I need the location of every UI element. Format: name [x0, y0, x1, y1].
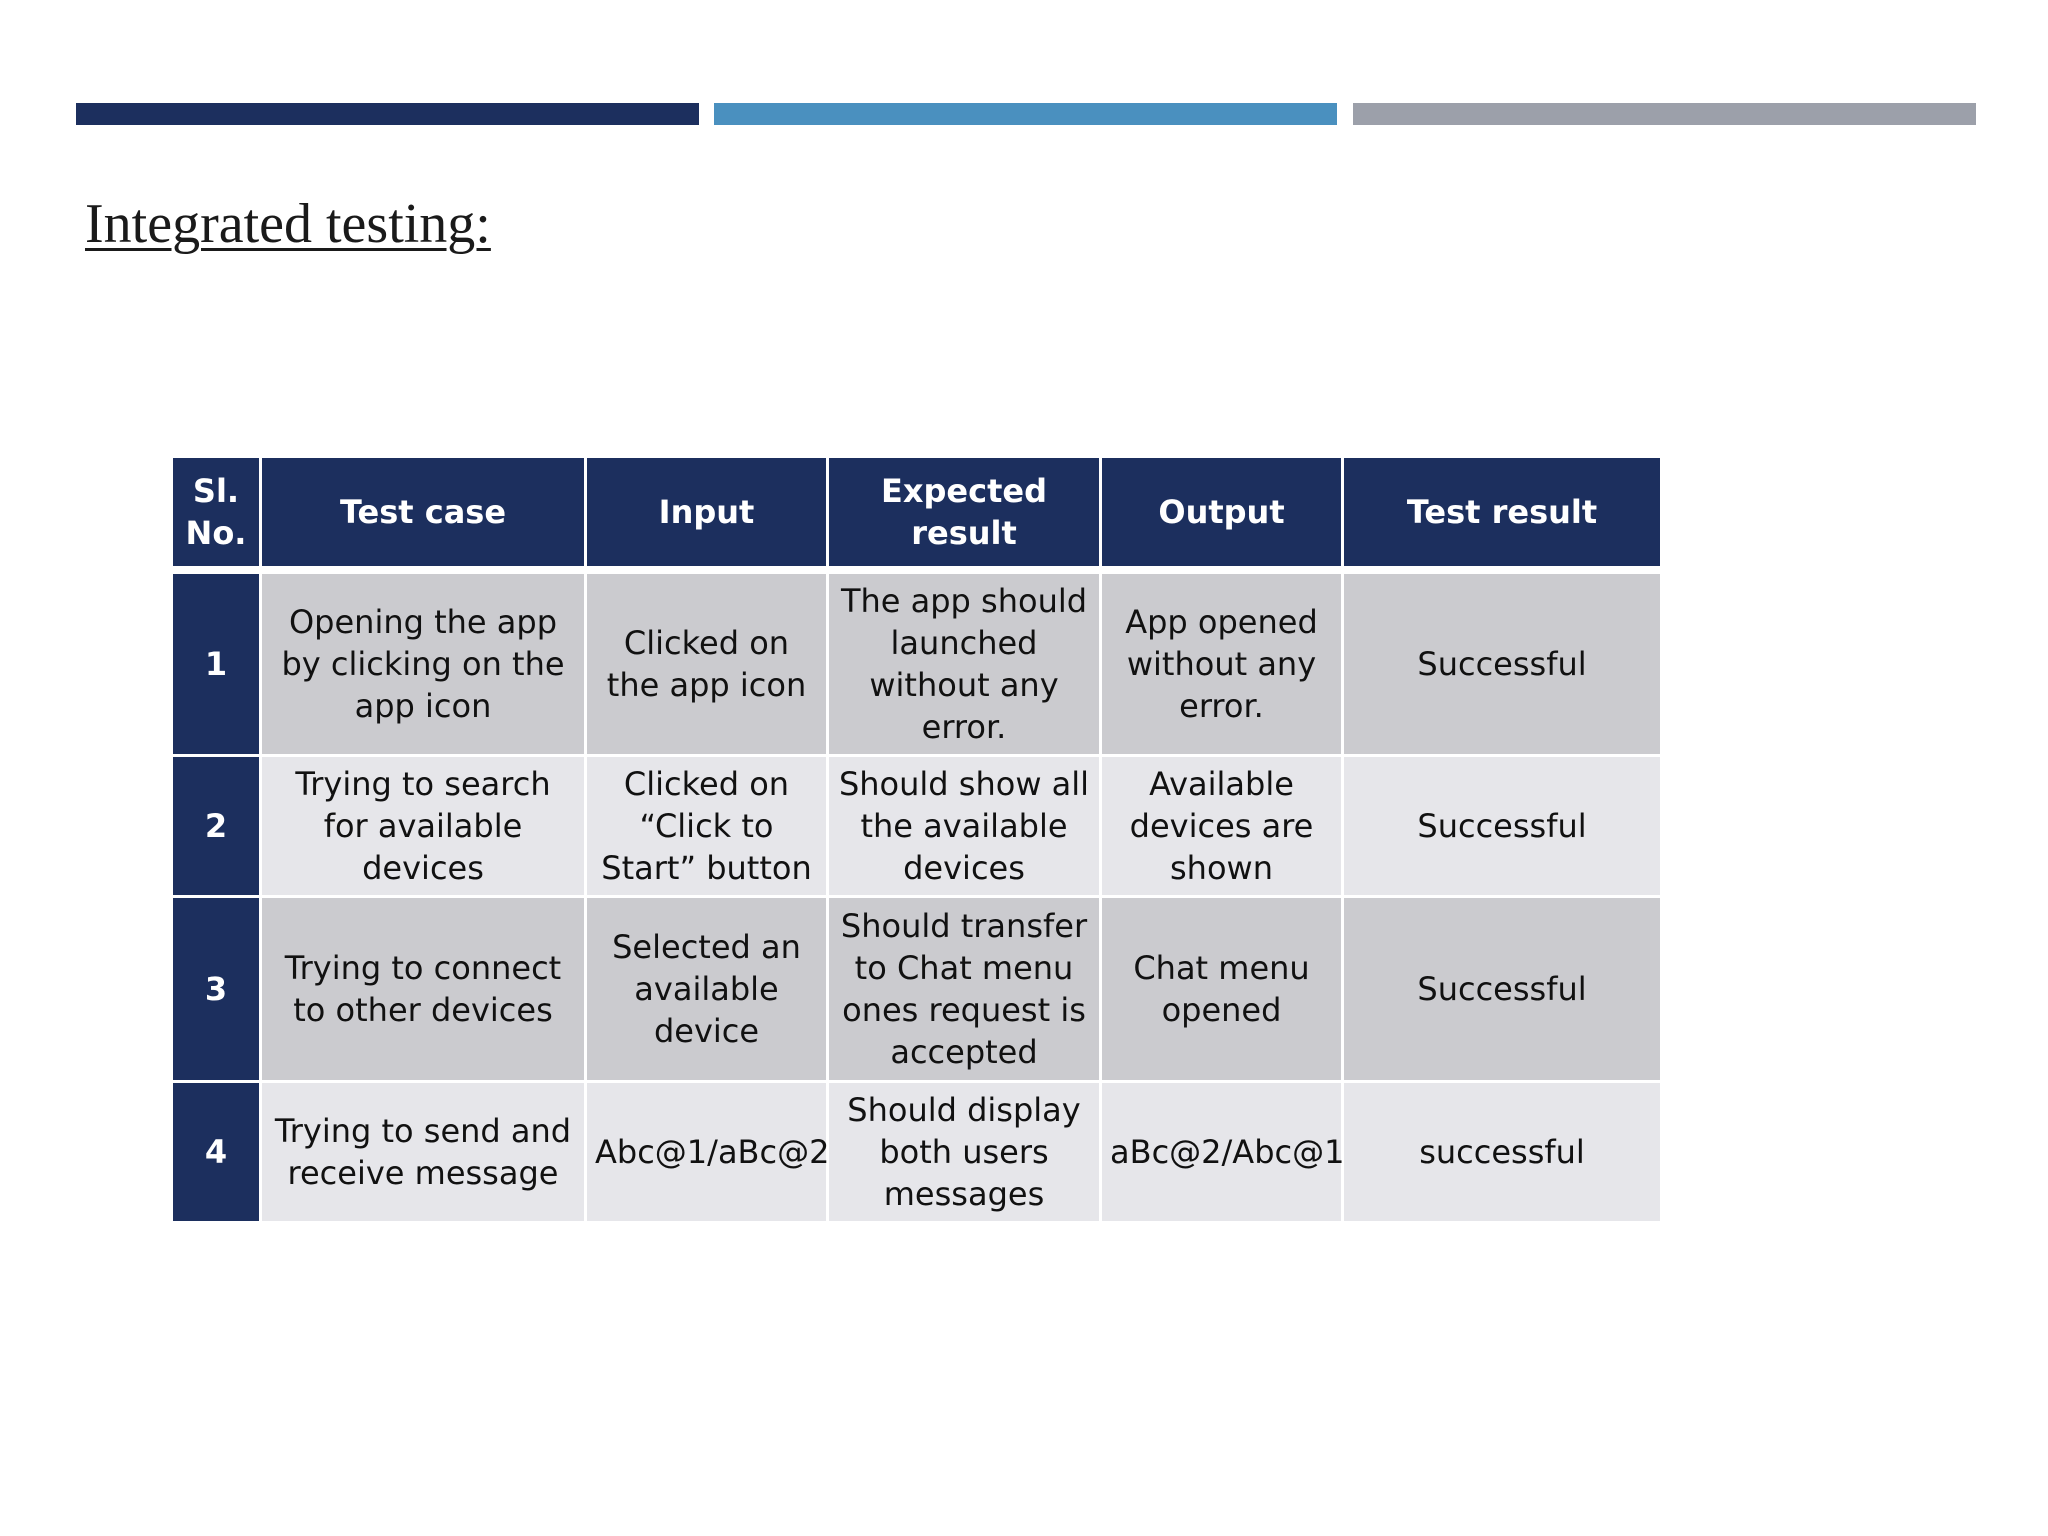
- cell-expected-result: The app should launched without any error.: [828, 570, 1101, 756]
- cell-input: Clicked on “Click to Start” button: [586, 756, 828, 897]
- cell-input: Clicked on the app icon: [586, 570, 828, 756]
- accent-bar-gray: [1353, 103, 1976, 125]
- cell-input: Selected an available device: [586, 897, 828, 1082]
- header-expected-result: Expected result: [828, 457, 1101, 571]
- cell-sl-no: 4: [172, 1082, 261, 1223]
- header-input: Input: [586, 457, 828, 571]
- header-output: Output: [1101, 457, 1343, 571]
- cell-expected-result: Should transfer to Chat menu ones request is accepted: [828, 897, 1101, 1082]
- test-case-table: [170, 455, 1663, 1224]
- accent-bar-navy: [76, 103, 699, 125]
- header-test-result: Test result: [1343, 457, 1662, 571]
- cell-output: App opened without any error.: [1101, 570, 1343, 756]
- cell-output: Chat menu opened: [1101, 897, 1343, 1082]
- cell-test-case: Trying to connect to other devices: [261, 897, 586, 1082]
- cell-expected-result: Should display both users messages: [828, 1082, 1101, 1223]
- accent-bar-blue: [714, 103, 1337, 125]
- slide-title: Integrated testing:: [85, 193, 491, 255]
- cell-test-result: Successful: [1343, 756, 1662, 897]
- cell-expected-result: Should show all the available devices: [828, 756, 1101, 897]
- cell-test-result: successful: [1343, 1082, 1662, 1223]
- cell-test-result: Successful: [1343, 570, 1662, 756]
- table-row: [172, 756, 1662, 897]
- table-header-row: [172, 457, 1662, 571]
- table-row: [172, 897, 1662, 1082]
- cell-test-case: Trying to search for available devices: [261, 756, 586, 897]
- cell-sl-no: 2: [172, 756, 261, 897]
- header-test-case: Test case: [261, 457, 586, 571]
- table-row: [172, 1082, 1662, 1223]
- cell-sl-no: 3: [172, 897, 261, 1082]
- cell-test-case: Trying to send and receive message: [261, 1082, 586, 1223]
- header-sl-no: Sl. No.: [172, 457, 261, 571]
- cell-output: Available devices are shown: [1101, 756, 1343, 897]
- cell-input: Abc@1/aBc@2: [586, 1082, 828, 1223]
- cell-test-case: Opening the app by clicking on the app icon: [261, 570, 586, 756]
- cell-test-result: Successful: [1343, 897, 1662, 1082]
- cell-sl-no: 1: [172, 570, 261, 756]
- cell-output: aBc@2/Abc@1: [1101, 1082, 1343, 1223]
- table-row: [172, 570, 1662, 756]
